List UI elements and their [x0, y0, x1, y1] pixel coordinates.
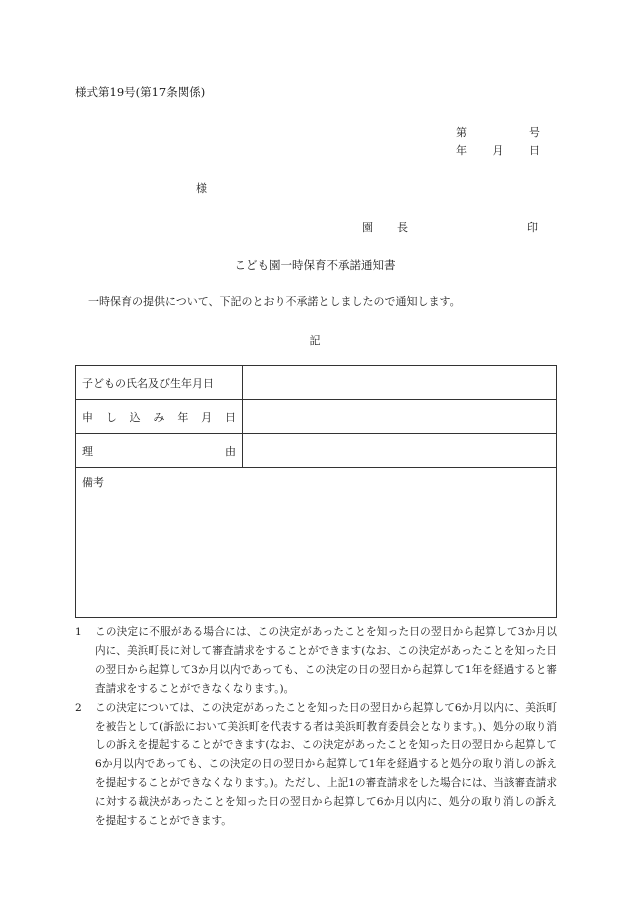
- table-row: [76, 434, 557, 468]
- date-day: 日: [529, 144, 540, 157]
- form-table: [75, 365, 557, 618]
- reason-field[interactable]: [243, 434, 557, 468]
- issuer-part2: 長: [397, 221, 408, 234]
- notes-list: [75, 623, 557, 831]
- document-number-line: [456, 124, 540, 140]
- note-number: 1: [75, 626, 82, 638]
- label-char: し: [105, 410, 117, 424]
- application-date-field[interactable]: [243, 400, 557, 434]
- date-line: [456, 142, 540, 158]
- note-text: この決定に不服がある場合には、この決定があったことを知った日の翌日から起算して3か月以内に、美浜町長に対して審査請求をすることができます(なお、この決定があったことを知った日の翌日から起算して3か月以内であっても、この決定の日の翌日から起算して1年を経過すると審査請求をすることができなくなります。)。: [95, 626, 557, 695]
- reason-label: [76, 434, 243, 468]
- child-name-label: 子どもの氏名及び生年月日: [76, 366, 243, 400]
- application-date-label: [76, 400, 243, 434]
- label-char: み: [153, 410, 165, 424]
- remarks-cell[interactable]: [76, 468, 557, 618]
- addressee-suffix: 様: [196, 182, 207, 195]
- label-char: 理: [82, 444, 93, 458]
- number-prefix: 第: [456, 126, 467, 139]
- note-text: この決定については、この決定があったことを知った日の翌日から起算して6か月以内に、美浜町を被告として(訴訟において美浜町を代表する者は美浜町教育委員会となります。)、処分の取り消しの訴えを提起することができます(なお、この決定があったことを知った日の翌日から起算して6か月以内であっても、この決定の日の翌日から起算して1年を経過すると処分の取り消しの訴えを提起することができなくなります。)。ただし、上記1の審査請求をした場合には、当該審査請求に対する裁決があったことを知った日の翌日から起算して6か月以内に、処分の取り消しの訴えを提起することができます。: [95, 701, 557, 828]
- list-item: [75, 699, 557, 831]
- form-number-header: 様式第19号(第17条関係): [75, 85, 206, 99]
- label-char: 由: [225, 444, 236, 458]
- number-suffix: 号: [529, 126, 540, 139]
- table-row: [76, 468, 557, 618]
- remarks-label: 備考: [82, 476, 104, 489]
- issuer-title: [362, 219, 408, 235]
- label-char: 申: [82, 410, 93, 424]
- intro-text: 一時保育の提供について、下記のとおり不承諾としましたので通知します。: [88, 295, 461, 308]
- label-char: 月: [201, 410, 213, 424]
- table-row: [76, 400, 557, 434]
- label-char: 込: [129, 410, 141, 424]
- seal-mark: 印: [527, 221, 538, 234]
- note-number: 2: [75, 701, 82, 714]
- label-char: 年: [177, 410, 189, 424]
- ki-heading: 記: [309, 334, 321, 347]
- list-item: [75, 623, 557, 699]
- date-month: 月: [492, 144, 504, 157]
- issuer-part1: 園: [362, 221, 373, 234]
- child-name-field[interactable]: [243, 366, 557, 400]
- label-char: 日: [224, 410, 236, 424]
- document-title: こども園一時保育不承諾通知書: [234, 258, 396, 272]
- date-year: 年: [456, 144, 467, 157]
- table-row: [76, 366, 557, 400]
